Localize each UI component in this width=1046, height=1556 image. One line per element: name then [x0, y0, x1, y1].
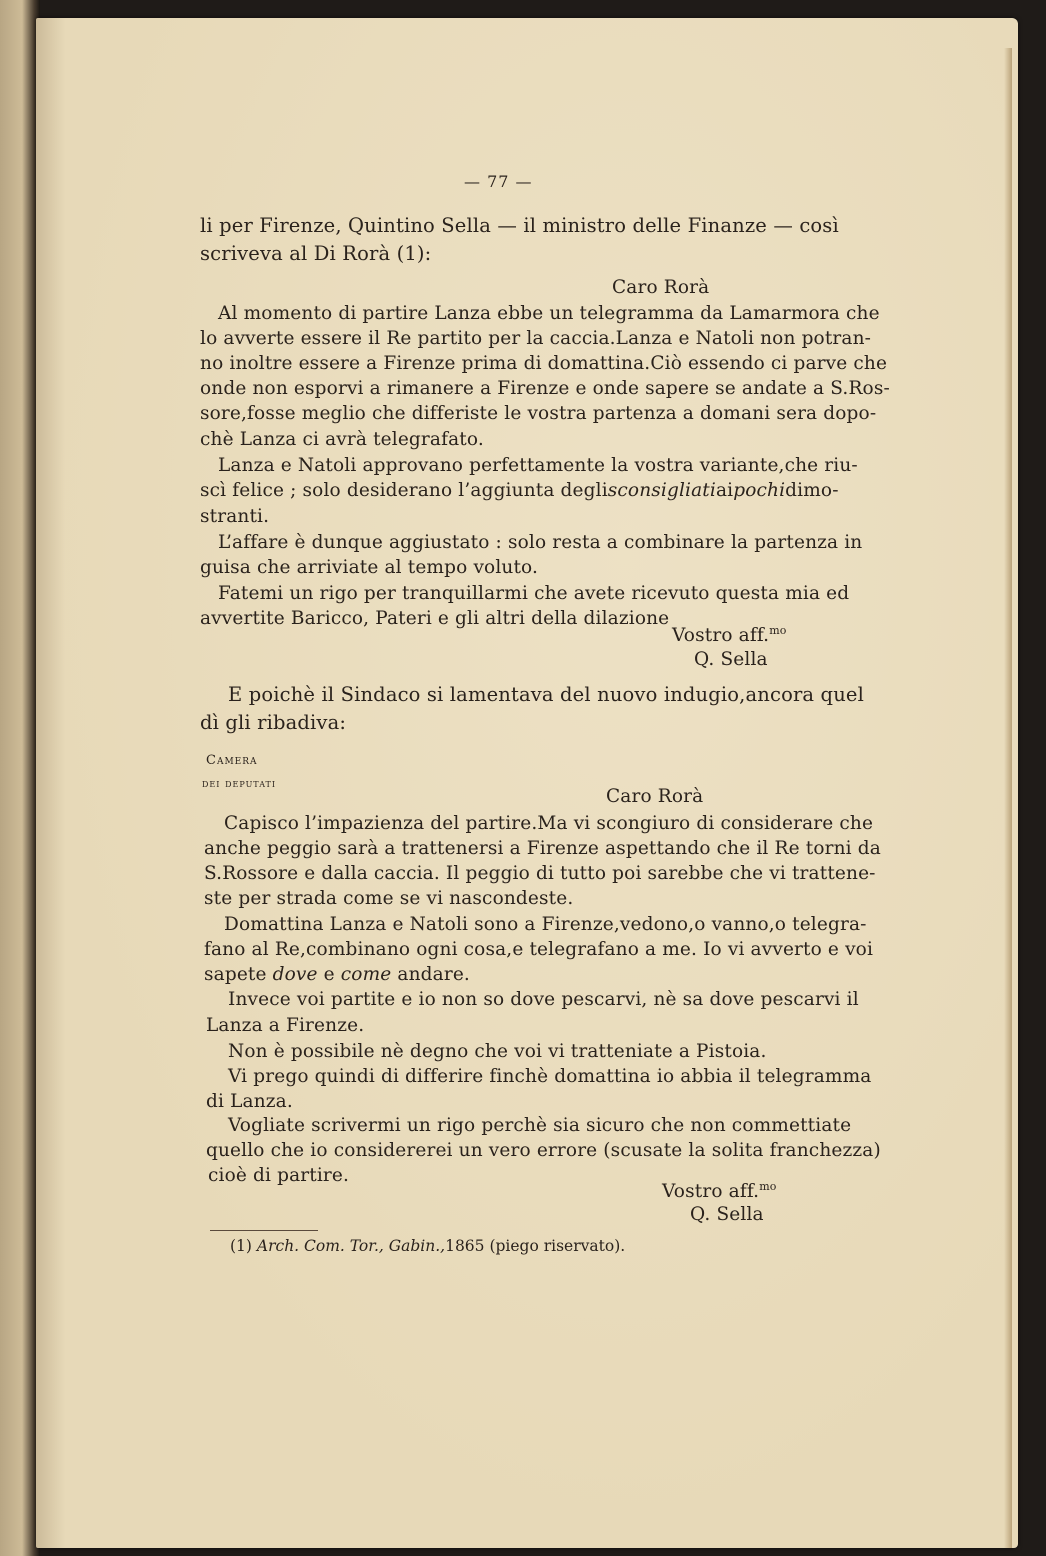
book-page — [36, 18, 1018, 1548]
letterhead-camera: Camera — [206, 753, 258, 768]
letter2-p1-line: ste per strada come se vi nascondeste. — [204, 888, 574, 909]
narration-line-1: E poichè il Sindaco si lamentava del nuovo indugio,ancora quel — [228, 683, 864, 706]
closing-text: Vostro aff. — [672, 625, 770, 646]
letter1-p4-line: avvertite Baricco, Pateri e gli altri della dilazione — [200, 608, 670, 629]
letter1-signature: Q. Sella — [694, 649, 768, 670]
letter1-closing — [672, 624, 787, 648]
letter1-p1-line: lo avverte essere il Re partito per la caccia.Lanza e Natoli non potran- — [200, 328, 872, 349]
letter2-closing — [662, 1180, 777, 1204]
letter2-salutation: Caro Rorà — [606, 786, 704, 807]
p2-text: scì felice ; solo desiderano l’aggiunta degli — [200, 480, 608, 501]
footnote-number: (1) — [230, 1237, 252, 1255]
page-edge-shadow — [1004, 48, 1012, 1548]
letter1-p3-line: guisa che arriviate al tempo voluto. — [200, 557, 539, 578]
emphasis-sconsigliati: sconsigliati — [607, 480, 716, 501]
letter2-p4-line: Non è possibile nè degno che voi vi tratteniate a Pistoia. — [228, 1041, 767, 1062]
emphasis-come: come — [340, 964, 392, 985]
letter1-p1-line: onde non esporvi a rimanere a Firenze e onde sapere se andate a S.Ros- — [200, 378, 890, 399]
footnote-source: Arch. Com. Tor., Gabin., — [256, 1237, 446, 1255]
letter2-p3-line: Lanza a Firenze. — [206, 1015, 365, 1036]
letter2-p5-line: di Lanza. — [206, 1091, 293, 1112]
letter2-p1-line: Capisco l’impazienza del partire.Ma vi scongiuro di considerare che — [224, 813, 874, 834]
p2-text: e — [323, 964, 335, 985]
letter2-p2-line-3 — [204, 963, 470, 987]
letter2-p2-line-2: fano al Re,combinano ogni cosa,e telegrafano a me. Io vi avverto e voi — [204, 939, 874, 960]
letter1-salutation: Caro Rorà — [612, 277, 710, 298]
p2-text: sapete — [204, 964, 267, 985]
letter1-p1-line: sore,fosse meglio che differiste le vostra partenza a domani sera dopo- — [200, 403, 877, 424]
letter1-p2-line-2 — [200, 479, 839, 503]
emphasis-pochi: pochi — [733, 480, 786, 501]
letter2-p1-line: S.Rossore e dalla caccia. Il peggio di tutto poi sarebbe che vi trattene- — [204, 863, 876, 884]
intro-line-2: scriveva al Di Rorà (1): — [200, 242, 432, 265]
emphasis-dove: dove — [272, 964, 318, 985]
letter2-p3-line: Invece voi partite e io non so dove pescarvi, nè sa dove pescarvi il — [228, 989, 859, 1010]
closing-superscript: mo — [759, 1179, 777, 1193]
letter1-p1-line: no inoltre essere a Firenze prima di domattina.Ciò essendo ci parve che — [200, 353, 888, 374]
closing-superscript: mo — [769, 623, 787, 637]
letterhead-deputati: dei deputati — [202, 776, 277, 790]
p2-text: dimo- — [785, 480, 839, 501]
letter2-signature: Q. Sella — [690, 1204, 764, 1225]
letter2-p6-line: Vogliate scrivermi un rigo perchè sia sicuro che non commettiate — [228, 1115, 852, 1136]
letter1-p4-line: Fatemi un rigo per tranquillarmi che avete ricevuto questa mia ed — [218, 583, 850, 604]
letter2-p6-line: quello che io considererei un vero errore (scusate la solita franchezza) — [206, 1140, 881, 1161]
p2-text: andare. — [397, 964, 470, 985]
intro-line-1: li per Firenze, Quintino Sella — il ministro delle Finanze — così — [200, 214, 839, 237]
letter1-p1-line: chè Lanza ci avrà telegrafato. — [200, 429, 484, 450]
letter1-p1-line: Al momento di partire Lanza ebbe un telegramma da Lamarmora che — [218, 303, 880, 324]
footnote — [230, 1237, 625, 1255]
footnote-detail: 1865 (piego riservato). — [445, 1237, 626, 1255]
closing-text: Vostro aff. — [662, 1181, 760, 1202]
p2-text: ai — [715, 480, 734, 501]
letter1-p2-line-1: Lanza e Natoli approvano perfettamente la vostra variante,che riu- — [218, 455, 858, 476]
footnote-rule — [210, 1230, 318, 1231]
letter1-p2-line-3: stranti. — [200, 506, 270, 527]
letter2-p5-line: Vi prego quindi di differire finchè domattina io abbia il telegramma — [228, 1066, 872, 1087]
letter2-p1-line: anche peggio sarà a trattenersi a Firenze aspettando che il Re torni da — [204, 838, 881, 859]
letter2-p6-line: cioè di partire. — [208, 1165, 350, 1186]
narration-line-2: dì gli ribadiva: — [200, 711, 347, 734]
letter2-p2-line-1: Domattina Lanza e Natoli sono a Firenze,vedono,o vanno,o telegra- — [224, 914, 867, 935]
page-number: — 77 — — [464, 172, 533, 191]
letter1-p3-line: L’affare è dunque aggiustato : solo resta a combinare la partenza in — [218, 532, 863, 553]
previous-page-edge — [0, 0, 40, 1556]
